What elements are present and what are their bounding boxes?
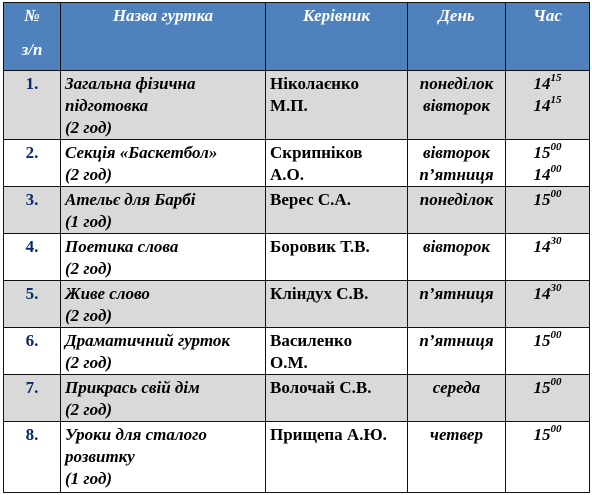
leader-cell	[266, 71, 408, 140]
table-row	[4, 140, 590, 187]
leader-line: Скрипніков	[270, 143, 363, 162]
leader-cell	[266, 328, 408, 375]
row-number: 5.	[4, 281, 61, 328]
club-name-line: (2 год)	[65, 306, 113, 325]
club-name-line: Уроки для сталого	[65, 425, 207, 444]
day-cell	[408, 422, 506, 493]
club-name-line: (1 год)	[65, 212, 113, 231]
time-hour: 15	[533, 143, 551, 162]
club-name-line: підготовка	[65, 96, 149, 115]
header-number: № з/п	[4, 3, 61, 71]
time-cell	[506, 328, 590, 375]
row-number: 6.	[4, 328, 61, 375]
time-hour: 15	[533, 190, 551, 209]
leader-cell	[266, 234, 408, 281]
club-name-line: розвитку	[65, 447, 135, 466]
club-name-line: Загальна фізична	[65, 74, 196, 93]
time-line	[510, 377, 585, 399]
day-line: п’ятниця	[419, 331, 494, 350]
time-cell	[506, 234, 590, 281]
day-line: четвер	[430, 425, 483, 444]
time-cell	[506, 140, 590, 187]
club-name-line: Прикрась свій дім	[65, 378, 200, 397]
leader-line: Верес С.А.	[270, 190, 351, 209]
time-minutes: 15	[550, 72, 562, 85]
header-row	[4, 3, 590, 71]
club-name-cell	[61, 140, 266, 187]
row-number: 2.	[4, 140, 61, 187]
time-minutes: 00	[550, 163, 562, 176]
club-name-line: Секція «Баскетбол»	[65, 143, 218, 162]
time-line	[510, 330, 585, 352]
time-minutes: 15	[550, 94, 562, 107]
club-name-line: (2 год)	[65, 400, 113, 419]
time-minutes: 00	[550, 423, 562, 436]
time-hour: 14	[533, 96, 551, 115]
time-minutes: 00	[550, 188, 562, 201]
club-name-line: (2 год)	[65, 165, 113, 184]
club-name-cell	[61, 71, 266, 140]
time-hour: 14	[533, 284, 551, 303]
day-line: вівторок	[422, 96, 491, 115]
row-number: 3.	[4, 187, 61, 234]
time-minutes: 30	[550, 235, 562, 248]
club-name-line: (1 год)	[65, 469, 113, 488]
club-name-cell	[61, 187, 266, 234]
row-number: 8.	[4, 422, 61, 493]
leader-line: Прищепа А.Ю.	[270, 425, 387, 444]
leader-cell	[266, 375, 408, 422]
leader-cell	[266, 187, 408, 234]
leader-line: Кліндух С.В.	[270, 284, 369, 303]
club-name-cell	[61, 328, 266, 375]
club-name-line: (2 год)	[65, 353, 113, 372]
header-day: День	[408, 3, 506, 71]
clubs-schedule-table	[3, 2, 590, 493]
leader-cell	[266, 281, 408, 328]
time-hour: 15	[533, 331, 551, 350]
table-row	[4, 328, 590, 375]
club-name-cell	[61, 281, 266, 328]
table-body	[4, 71, 590, 493]
table-row	[4, 422, 590, 493]
leader-line: М.П.	[270, 96, 308, 115]
time-line	[510, 283, 585, 305]
day-line: вівторок	[422, 237, 491, 256]
time-hour: 14	[533, 74, 551, 93]
header-leader: Керівник	[266, 3, 408, 71]
table-row	[4, 281, 590, 328]
club-name-line: Поетика слова	[65, 237, 179, 256]
row-number: 7.	[4, 375, 61, 422]
time-line	[510, 236, 585, 258]
club-name-cell	[61, 375, 266, 422]
day-line: п’ятниця	[419, 165, 494, 184]
leader-line: Василенко	[270, 331, 353, 350]
day-line: вівторок	[422, 143, 491, 162]
time-minutes: 00	[550, 141, 562, 154]
club-name-line: Драматичний гурток	[65, 331, 230, 350]
table-row	[4, 234, 590, 281]
day-line: понеділок	[419, 190, 494, 209]
day-cell	[408, 71, 506, 140]
leader-line: А.О.	[270, 165, 304, 184]
leader-cell	[266, 140, 408, 187]
leader-line: Волочай С.В.	[270, 378, 372, 397]
club-name-cell	[61, 234, 266, 281]
day-line: п’ятниця	[419, 284, 494, 303]
time-cell	[506, 422, 590, 493]
day-cell	[408, 375, 506, 422]
table-row	[4, 71, 590, 140]
row-number: 4.	[4, 234, 61, 281]
time-hour: 14	[533, 237, 551, 256]
time-hour: 14	[533, 165, 551, 184]
leader-line: Боровик Т.В.	[270, 237, 370, 256]
time-cell	[506, 71, 590, 140]
day-cell	[408, 281, 506, 328]
time-line	[510, 73, 585, 95]
table-row	[4, 375, 590, 422]
row-number: 1.	[4, 71, 61, 140]
club-name-line: Живе слово	[65, 284, 150, 303]
time-cell	[506, 187, 590, 234]
time-line	[510, 189, 585, 211]
time-hour: 15	[533, 378, 551, 397]
club-name-line: (2 год)	[65, 259, 113, 278]
day-cell	[408, 140, 506, 187]
club-name-line: Ательє для Барбі	[65, 190, 196, 209]
time-line	[510, 95, 585, 117]
leader-cell	[266, 422, 408, 493]
time-cell	[506, 375, 590, 422]
time-minutes: 30	[550, 282, 562, 295]
time-line	[510, 142, 585, 164]
time-line	[510, 164, 585, 186]
club-name-cell	[61, 422, 266, 493]
time-line	[510, 424, 585, 446]
leader-line: О.М.	[270, 353, 308, 372]
time-hour: 15	[533, 425, 551, 444]
header-club-name: Назва гуртка	[61, 3, 266, 71]
header-time: Час	[506, 3, 590, 71]
time-cell	[506, 281, 590, 328]
day-cell	[408, 328, 506, 375]
club-name-line: (2 год)	[65, 118, 113, 137]
day-line: середа	[432, 378, 481, 397]
time-minutes: 00	[550, 329, 562, 342]
day-cell	[408, 234, 506, 281]
day-line: понеділок	[419, 74, 494, 93]
leader-line: Ніколаєнко	[270, 74, 360, 93]
time-minutes: 00	[550, 376, 562, 389]
day-cell	[408, 187, 506, 234]
table-row	[4, 187, 590, 234]
